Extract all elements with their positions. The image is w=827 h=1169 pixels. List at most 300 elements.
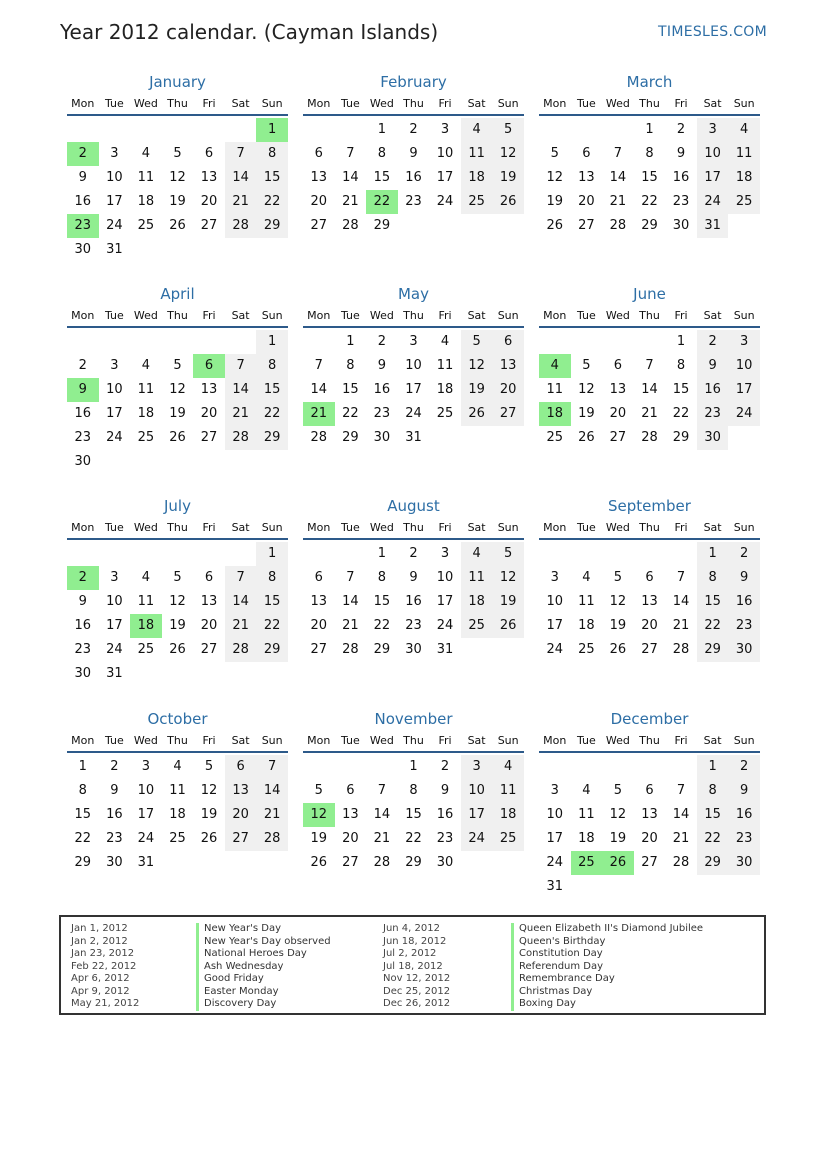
empty-cell [492, 214, 524, 238]
day-cell: 15 [373, 594, 391, 609]
empty-cell [256, 662, 288, 686]
weekday-header [67, 729, 288, 753]
weekday-label: Mon [71, 733, 95, 747]
day-cell: 12 [461, 354, 493, 378]
day-cell: 27 [609, 430, 627, 445]
month-name: November [374, 710, 453, 728]
week-row [303, 330, 524, 354]
day-cell: 3 [461, 755, 493, 779]
day-cell: 5 [173, 146, 182, 161]
day-cell: 8 [645, 146, 654, 161]
weekday-label: Sun [497, 520, 519, 534]
day-cell: 28 [641, 430, 658, 445]
day-cell: 14 [256, 779, 288, 803]
week-row [67, 662, 288, 686]
week-row [539, 214, 760, 238]
empty-cell [162, 238, 194, 262]
month-days [539, 330, 760, 450]
legend-holiday-name: New Year's Day observed [204, 935, 331, 947]
weekday-header [67, 92, 288, 116]
week-row [303, 638, 524, 662]
empty-cell [398, 214, 430, 238]
weekday-label: Sun [497, 308, 519, 322]
weekday-label: Mon [71, 96, 95, 110]
day-cell: 20 [641, 831, 658, 846]
day-cell: 22 [373, 618, 391, 633]
day-cell: 22 [256, 190, 288, 214]
day-cell: 31 [106, 666, 123, 681]
day-cell: 16 [405, 594, 422, 609]
day-cell: 8 [346, 358, 355, 373]
day-cell: 30 [373, 430, 391, 445]
day-cell: 9 [728, 779, 760, 803]
month-days [67, 330, 288, 474]
day-cell: 1 [676, 334, 686, 349]
weekday-label: Thu [639, 733, 660, 747]
weekday-label: Wed [369, 733, 394, 747]
month-days [303, 542, 524, 662]
day-cell: 29 [672, 430, 690, 445]
empty-cell [634, 875, 666, 899]
empty-cell [225, 542, 257, 566]
week-row [539, 566, 760, 590]
weekday-header [539, 92, 760, 116]
weekday-label: Wed [605, 520, 630, 534]
day-cell: 19 [609, 831, 627, 846]
holiday-day-cell: 18 [130, 614, 162, 638]
day-cell: 22 [256, 614, 288, 638]
day-cell: 8 [377, 570, 387, 585]
day-cell: 12 [609, 807, 627, 822]
day-cell: 31 [106, 242, 123, 257]
weekday-label: Mon [543, 733, 567, 747]
weekday-label: Fri [202, 733, 216, 747]
legend-date: Feb 22, 2012 [71, 960, 137, 972]
day-cell: 16 [74, 406, 92, 421]
holiday-day-cell: 23 [67, 214, 99, 238]
weekday-label: Wed [605, 308, 630, 322]
day-cell: 27 [225, 827, 257, 851]
month-days [67, 542, 288, 686]
day-cell: 16 [697, 378, 729, 402]
day-cell: 14 [672, 594, 690, 609]
legend-names-right [511, 923, 703, 1011]
empty-cell [634, 542, 666, 566]
day-cell: 9 [78, 594, 87, 609]
day-cell: 11 [461, 142, 493, 166]
day-cell: 1 [256, 330, 288, 354]
day-cell: 3 [141, 759, 151, 774]
day-cell: 25 [137, 430, 155, 445]
empty-cell [602, 755, 634, 779]
week-row [67, 590, 288, 614]
day-cell: 17 [405, 382, 422, 397]
week-row [67, 190, 288, 214]
day-cell: 7 [225, 354, 257, 378]
month-days [303, 330, 524, 450]
holiday-day-cell: 9 [67, 378, 99, 402]
legend-date: Jun 4, 2012 [383, 923, 440, 934]
legend-holiday-name: Queen's Birthday [519, 935, 606, 947]
holiday-day-cell: 18 [539, 402, 571, 426]
day-cell: 21 [609, 194, 627, 209]
day-cell: 3 [409, 334, 418, 349]
day-cell: 3 [697, 118, 729, 142]
day-cell: 12 [200, 783, 218, 798]
site-brand-link[interactable]: TIMESLES.COM [658, 24, 767, 40]
day-cell: 11 [137, 594, 155, 609]
weekday-label: Mon [71, 520, 95, 534]
day-cell: 26 [492, 190, 524, 214]
week-row [67, 827, 288, 851]
day-cell: 9 [440, 783, 450, 798]
weekday-label: Sat [467, 733, 486, 747]
day-cell: 22 [672, 406, 690, 421]
day-cell: 19 [169, 194, 186, 209]
week-row [303, 354, 524, 378]
empty-cell [193, 662, 225, 686]
day-cell: 16 [436, 807, 454, 822]
day-cell: 8 [256, 566, 288, 590]
day-cell: 9 [377, 358, 387, 373]
month-name: August [387, 497, 440, 515]
day-cell: 4 [141, 358, 151, 373]
week-row [67, 402, 288, 426]
empty-cell [571, 330, 603, 354]
weekday-label: Thu [167, 733, 188, 747]
day-cell: 22 [697, 827, 729, 851]
weekday-label: Wed [605, 733, 630, 747]
empty-cell [492, 638, 524, 662]
day-cell: 6 [645, 783, 654, 798]
week-row [539, 590, 760, 614]
day-cell: 13 [342, 807, 359, 822]
day-cell: 15 [342, 382, 359, 397]
day-cell: 1 [346, 334, 355, 349]
empty-cell [539, 542, 571, 566]
day-cell: 16 [728, 590, 760, 614]
weekday-label: Thu [403, 308, 424, 322]
day-cell: 10 [697, 142, 729, 166]
day-cell: 7 [346, 570, 355, 585]
week-row [303, 426, 524, 450]
day-cell: 4 [582, 570, 591, 585]
day-cell: 15 [256, 166, 288, 190]
week-row [67, 330, 288, 354]
weekday-label: Sat [703, 733, 722, 747]
day-cell: 27 [641, 642, 658, 657]
week-row [303, 542, 524, 566]
day-cell: 28 [225, 214, 257, 238]
month-july [67, 496, 288, 686]
day-cell: 3 [728, 330, 760, 354]
day-cell: 13 [492, 354, 524, 378]
weekday-label: Fri [202, 308, 216, 322]
legend-date: Jan 23, 2012 [71, 948, 135, 959]
empty-cell [697, 875, 729, 899]
legend-holiday-name: Referendum Day [519, 960, 604, 972]
day-cell: 24 [106, 218, 123, 233]
day-cell: 10 [137, 783, 155, 798]
day-cell: 7 [676, 570, 686, 585]
day-cell: 30 [728, 638, 760, 662]
week-row [303, 803, 524, 827]
day-cell: 27 [492, 402, 524, 426]
week-row [67, 755, 288, 779]
day-cell: 29 [256, 214, 288, 238]
day-cell: 23 [436, 831, 454, 846]
day-cell: 18 [137, 406, 155, 421]
day-cell: 6 [346, 783, 355, 798]
day-cell: 10 [436, 570, 454, 585]
day-cell: 17 [697, 166, 729, 190]
weekday-label: Fri [674, 520, 688, 534]
day-cell: 21 [641, 406, 658, 421]
weekday-label: Tue [340, 308, 360, 322]
day-cell: 13 [225, 779, 257, 803]
week-row [539, 779, 760, 803]
page-title: Year 2012 calendar. (Cayman Islands) [60, 20, 439, 44]
empty-cell [602, 542, 634, 566]
week-row [539, 190, 760, 214]
week-row [67, 614, 288, 638]
legend-names-left [196, 923, 331, 1011]
weekday-label: Mon [543, 96, 567, 110]
legend-holiday-name: Constitution Day [519, 948, 603, 959]
weekday-label: Sun [497, 96, 519, 110]
empty-cell [461, 638, 493, 662]
holiday-day-cell: 1 [256, 118, 288, 142]
day-cell: 27 [578, 218, 595, 233]
weekday-header [539, 729, 760, 753]
empty-cell [665, 755, 697, 779]
empty-cell [303, 542, 335, 566]
day-cell: 16 [106, 807, 123, 822]
legend-holiday-name: National Heroes Day [204, 948, 307, 959]
day-cell: 25 [169, 831, 186, 846]
day-cell: 15 [641, 170, 658, 185]
day-cell: 20 [641, 618, 658, 633]
day-cell: 26 [461, 402, 493, 426]
day-cell: 22 [342, 406, 359, 421]
day-cell: 20 [225, 803, 257, 827]
day-cell: 24 [546, 855, 564, 870]
month-days [539, 755, 760, 899]
empty-cell [571, 542, 603, 566]
day-cell: 18 [578, 831, 595, 846]
legend-holiday-name: Queen Elizabeth II's Diamond Jubilee [519, 923, 704, 934]
empty-cell [366, 755, 398, 779]
week-row [539, 542, 760, 566]
empty-cell [492, 851, 524, 875]
weekday-label: Mon [307, 520, 331, 534]
legend-date: Nov 12, 2012 [383, 973, 451, 984]
day-cell: 25 [137, 218, 155, 233]
legend-holiday-name: Boxing Day [519, 998, 576, 1009]
day-cell: 7 [225, 142, 257, 166]
day-cell: 21 [373, 831, 391, 846]
week-row [539, 378, 760, 402]
weekday-label: Wed [369, 520, 394, 534]
weekday-label: Tue [340, 733, 360, 747]
month-days [303, 755, 524, 875]
day-cell: 27 [342, 855, 359, 870]
day-cell: 30 [672, 218, 690, 233]
day-cell: 7 [613, 146, 623, 161]
weekday-label: Fri [438, 733, 452, 747]
day-cell: 13 [200, 170, 218, 185]
empty-cell [335, 755, 367, 779]
day-cell: 20 [492, 378, 524, 402]
day-cell: 20 [200, 194, 218, 209]
weekday-label: Thu [403, 96, 424, 110]
day-cell: 11 [578, 807, 595, 822]
month-name: October [147, 710, 208, 728]
legend-date: Jun 18, 2012 [383, 935, 447, 947]
month-name: September [608, 497, 691, 515]
week-row [303, 755, 524, 779]
weekday-label: Tue [104, 96, 124, 110]
empty-cell [99, 450, 131, 474]
weekday-label: Sat [231, 520, 250, 534]
empty-cell [256, 851, 288, 875]
day-cell: 14 [310, 382, 328, 397]
empty-cell [461, 426, 493, 450]
day-cell: 19 [310, 831, 328, 846]
month-april [67, 284, 288, 474]
month-name: April [160, 285, 195, 303]
day-cell: 4 [440, 334, 450, 349]
day-cell: 9 [110, 783, 119, 798]
day-cell: 19 [200, 807, 218, 822]
legend-dates-left [71, 923, 139, 1011]
day-cell: 14 [342, 594, 359, 609]
day-cell: 16 [74, 618, 92, 633]
empty-cell [99, 118, 131, 142]
day-cell: 10 [546, 807, 564, 822]
day-cell: 29 [342, 430, 359, 445]
day-cell: 25 [546, 430, 564, 445]
weekday-label: Thu [167, 96, 188, 110]
day-cell: 20 [310, 618, 328, 633]
weekday-label: Tue [340, 520, 360, 534]
day-cell: 16 [74, 194, 92, 209]
day-cell: 13 [200, 594, 218, 609]
weekday-label: Wed [369, 308, 394, 322]
day-cell: 3 [110, 570, 119, 585]
day-cell: 10 [436, 146, 454, 161]
day-cell: 24 [461, 827, 493, 851]
day-cell: 16 [672, 170, 690, 185]
weekday-label: Sat [231, 308, 250, 322]
day-cell: 29 [256, 638, 288, 662]
day-cell: 14 [641, 382, 658, 397]
day-cell: 17 [461, 803, 493, 827]
weekday-header [303, 304, 524, 328]
month-days [67, 118, 288, 262]
week-row [303, 851, 524, 875]
day-cell: 10 [106, 382, 123, 397]
empty-cell [193, 238, 225, 262]
weekday-label: Mon [307, 308, 331, 322]
week-row [67, 566, 288, 590]
month-days [539, 542, 760, 662]
day-cell: 17 [546, 831, 564, 846]
weekday-label: Tue [104, 733, 124, 747]
weekday-label: Sat [703, 96, 722, 110]
weekday-label: Wed [133, 96, 158, 110]
empty-cell [225, 851, 257, 875]
week-row [539, 330, 760, 354]
day-cell: 5 [613, 783, 623, 798]
day-cell: 7 [645, 358, 654, 373]
holiday-day-cell: 4 [539, 354, 571, 378]
empty-cell [225, 662, 257, 686]
day-cell: 13 [578, 170, 595, 185]
weekday-header [539, 516, 760, 540]
day-cell: 6 [492, 330, 524, 354]
day-cell: 23 [74, 430, 92, 445]
empty-cell [130, 450, 162, 474]
day-cell: 8 [256, 142, 288, 166]
day-cell: 22 [641, 194, 658, 209]
day-cell: 19 [492, 590, 524, 614]
empty-cell [130, 118, 162, 142]
empty-cell [492, 426, 524, 450]
day-cell: 25 [137, 642, 155, 657]
day-cell: 30 [74, 454, 92, 469]
weekday-label: Wed [133, 308, 158, 322]
weekday-label: Sun [261, 96, 283, 110]
day-cell: 18 [461, 166, 493, 190]
day-cell: 18 [728, 166, 760, 190]
day-cell: 1 [645, 122, 654, 137]
empty-cell [193, 450, 225, 474]
day-cell: 13 [641, 807, 658, 822]
legend-date: May 21, 2012 [71, 998, 140, 1009]
day-cell: 25 [436, 406, 454, 421]
day-cell: 7 [256, 755, 288, 779]
day-cell: 11 [578, 594, 595, 609]
month-days [303, 118, 524, 238]
legend-holiday-name: Ash Wednesday [204, 960, 284, 972]
day-cell: 24 [436, 194, 454, 209]
day-cell: 15 [256, 590, 288, 614]
day-cell: 15 [697, 803, 729, 827]
empty-cell [303, 118, 335, 142]
week-row [303, 190, 524, 214]
day-cell: 17 [106, 618, 123, 633]
day-cell: 11 [728, 142, 760, 166]
day-cell: 9 [697, 354, 729, 378]
holiday-day-cell: 21 [303, 402, 335, 426]
day-cell: 16 [405, 170, 422, 185]
day-cell: 7 [314, 358, 323, 373]
day-cell: 27 [200, 218, 218, 233]
holiday-day-cell: 12 [303, 803, 335, 827]
empty-cell [728, 426, 760, 450]
empty-cell [571, 755, 603, 779]
weekday-label: Sat [703, 520, 722, 534]
day-cell: 25 [728, 190, 760, 214]
day-cell: 15 [74, 807, 92, 822]
week-row [67, 803, 288, 827]
day-cell: 12 [169, 170, 186, 185]
week-row [67, 166, 288, 190]
day-cell: 28 [256, 827, 288, 851]
day-cell: 20 [578, 194, 595, 209]
month-days [67, 755, 288, 875]
